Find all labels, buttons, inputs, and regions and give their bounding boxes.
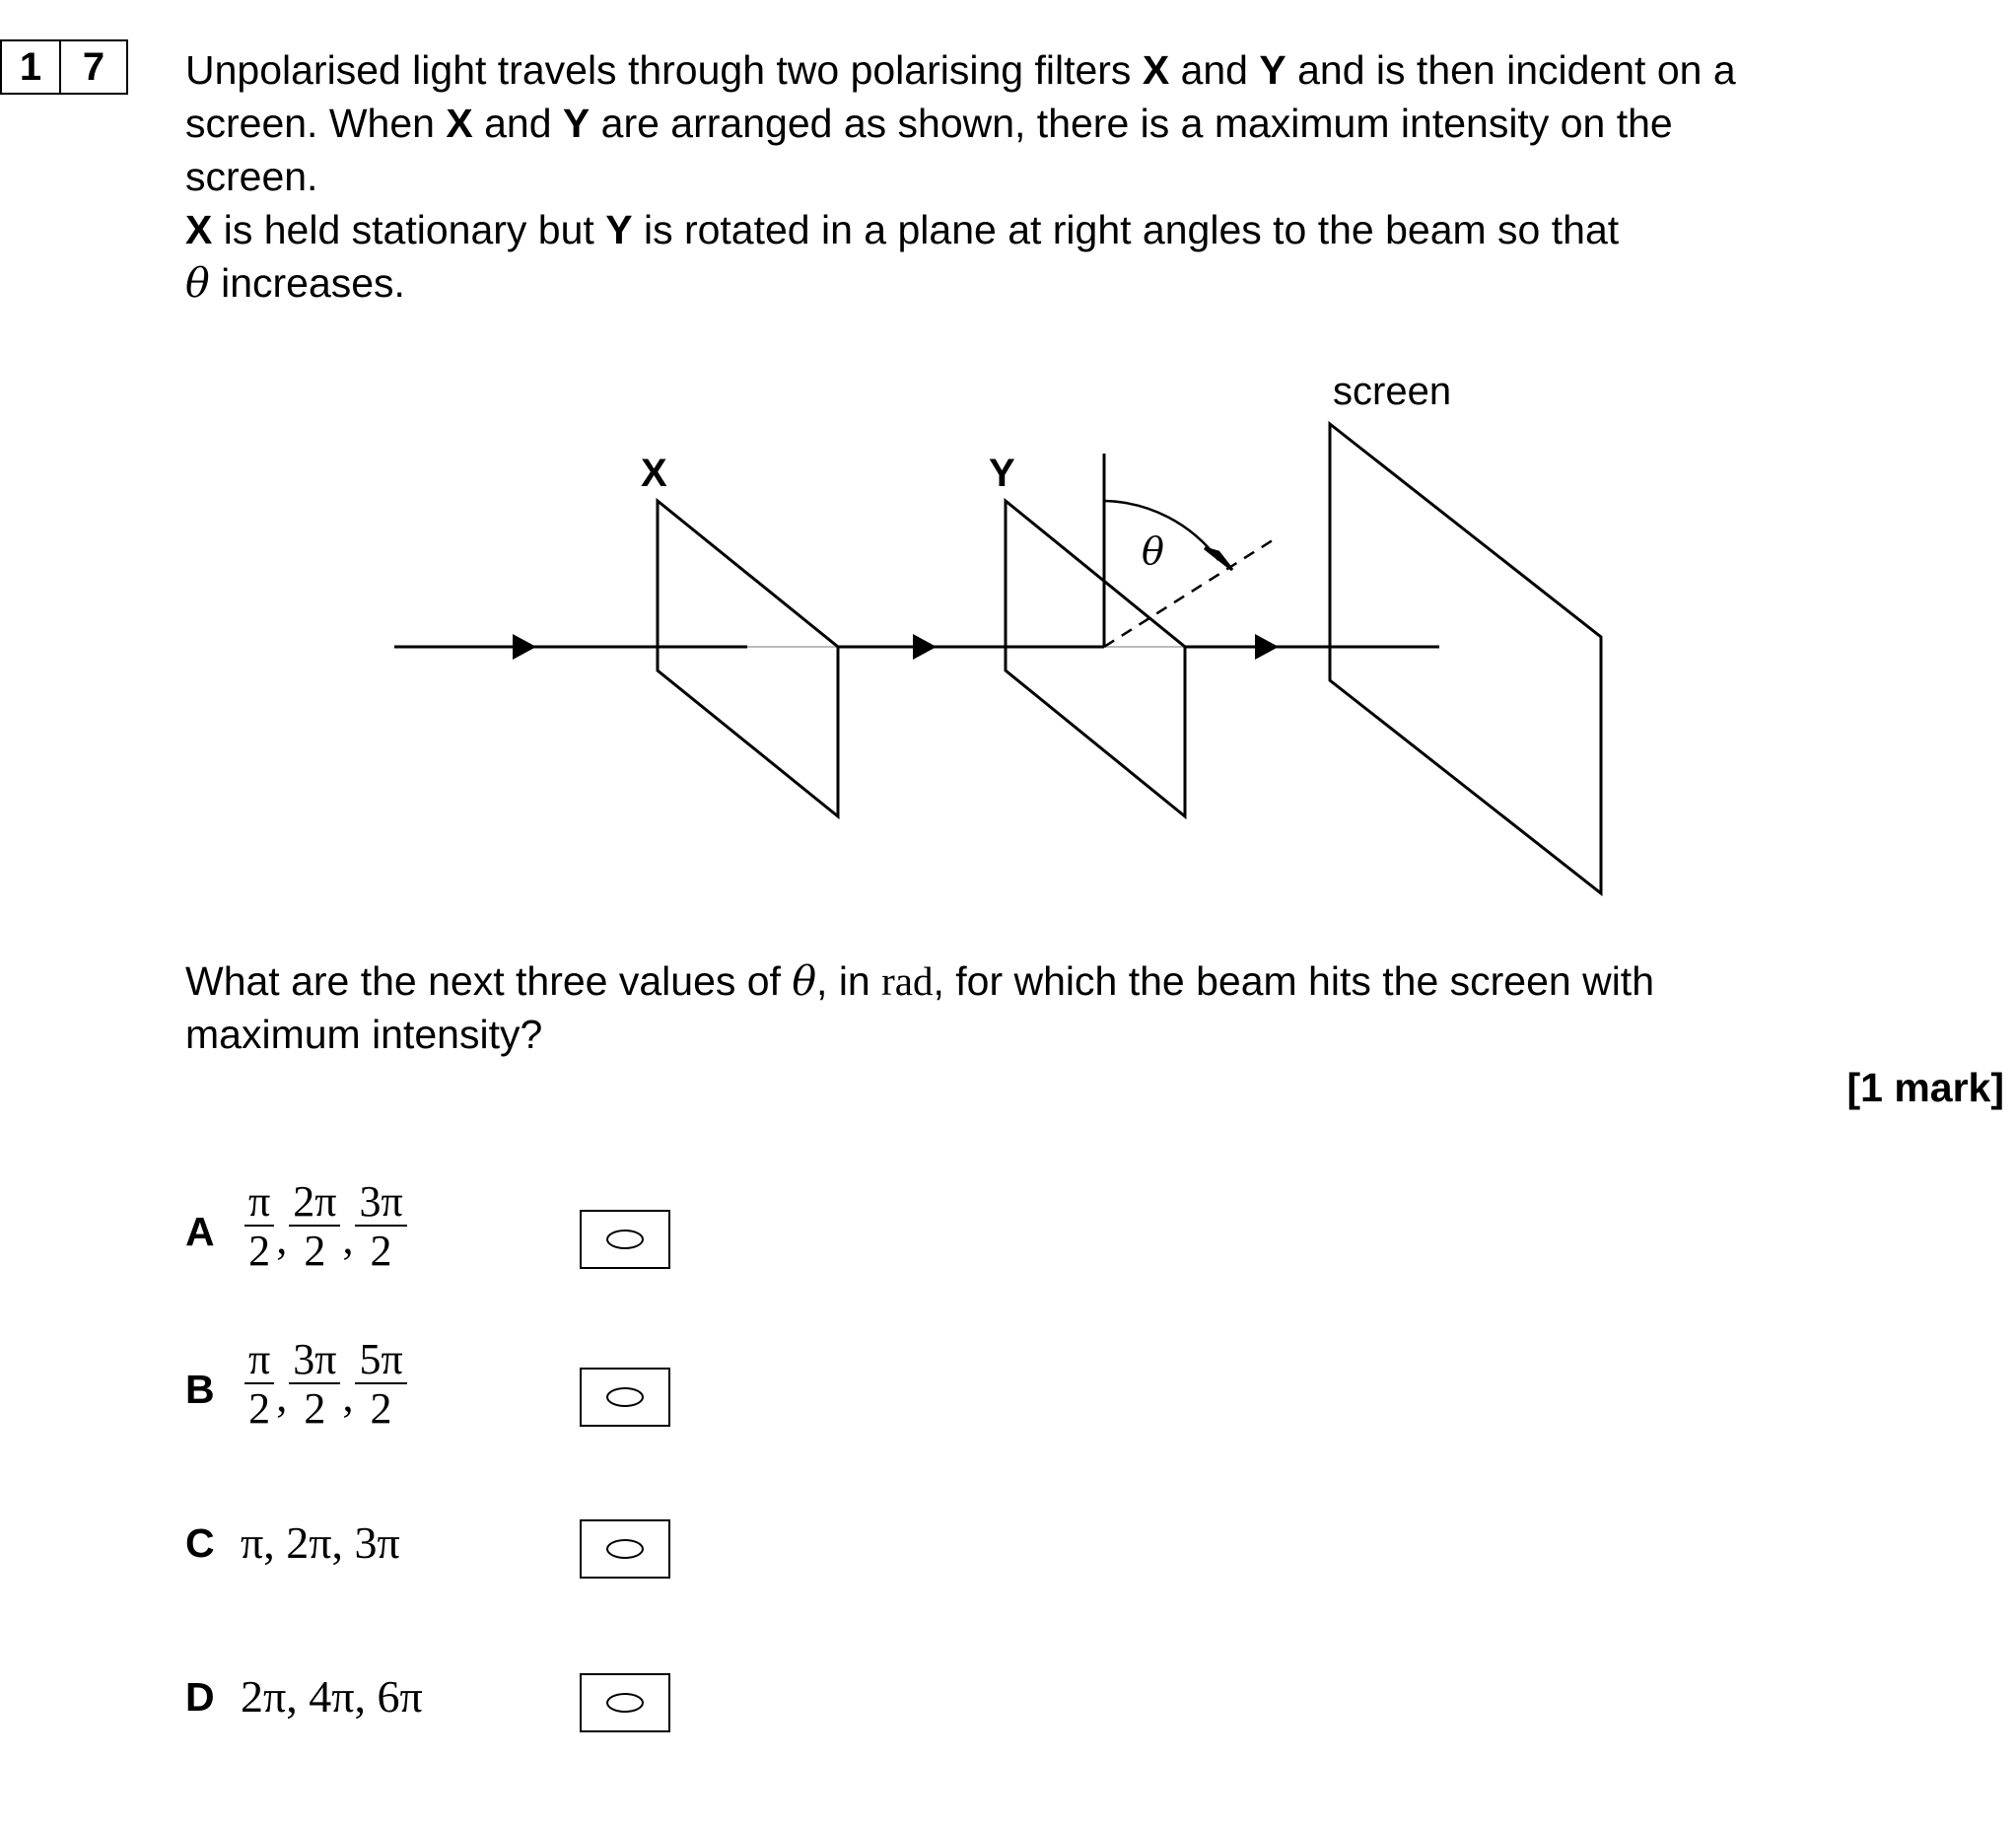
fraction-denominator: 2: [370, 1384, 392, 1433]
intro-text: θ: [185, 259, 210, 307]
fraction-numerator: 5π: [355, 1337, 406, 1384]
prompt-line-1: [185, 954, 1861, 1008]
prompt-text: θ: [792, 957, 817, 1005]
prompt-text: maximum intensity?: [185, 1012, 543, 1057]
fraction-numerator: 3π: [289, 1337, 340, 1384]
prompt-text: What are the next three values of: [185, 958, 793, 1004]
intro-text: X: [1142, 47, 1170, 93]
intro-text: Unpolarised light travels through two polarising filters: [185, 47, 1143, 93]
fraction-separator: ,: [342, 1372, 354, 1421]
fraction: [244, 1337, 274, 1434]
beam-arrow-3: [1255, 634, 1279, 660]
answer-oval[interactable]: [606, 1387, 644, 1407]
fraction-separator: ,: [276, 1214, 288, 1263]
option-c-value: π, 2π, 3π: [241, 1517, 400, 1568]
option-b-letter: B: [185, 1367, 215, 1412]
option-b-answer-box[interactable]: [580, 1368, 670, 1427]
intro-text: screen.: [185, 154, 318, 199]
polarisation-axis-dashed: [1104, 538, 1276, 647]
beam-arrow-1: [513, 634, 536, 660]
option-a-value: [244, 1179, 407, 1276]
fraction-denominator: 2: [248, 1227, 271, 1275]
intro-text: increases.: [209, 260, 405, 306]
answer-oval[interactable]: [606, 1539, 644, 1559]
label-screen: screen: [1333, 370, 1452, 413]
fraction: [355, 1179, 406, 1276]
theta-arc-arrowhead: [1205, 548, 1232, 570]
option-c-answer-box[interactable]: [580, 1519, 670, 1579]
fraction-denominator: 2: [304, 1227, 326, 1275]
question-prompt: [185, 954, 1861, 1061]
fraction-denominator: 2: [370, 1227, 392, 1275]
option-c-letter: C: [185, 1520, 215, 1566]
fraction-numerator: 2π: [289, 1179, 340, 1227]
fraction-numerator: π: [244, 1337, 274, 1384]
intro-text: is held stationary but: [212, 207, 606, 252]
label-theta: θ: [1142, 529, 1164, 573]
option-b-value: [244, 1337, 407, 1434]
intro-text: X: [446, 101, 473, 146]
intro-text: Y: [1259, 47, 1286, 93]
intro-text: and: [1169, 47, 1260, 93]
intro-text: and is then incident on a: [1286, 47, 1736, 93]
fraction: [289, 1337, 340, 1434]
beam-arrow-2: [913, 634, 937, 660]
intro-text: is rotated in a plane at right angles to the beam so that: [632, 207, 1620, 252]
fraction-denominator: 2: [248, 1384, 271, 1433]
screen-plane: [1330, 424, 1601, 893]
fraction-numerator: 3π: [355, 1179, 406, 1227]
option-a-answer-box[interactable]: [580, 1210, 670, 1269]
intro-text: X: [185, 207, 213, 252]
option-d-answer-box[interactable]: [580, 1673, 670, 1732]
option-d-letter: D: [185, 1674, 215, 1720]
filter-x: [658, 501, 838, 816]
question-number-digit-1: 1: [0, 39, 61, 95]
fraction: [355, 1337, 406, 1434]
intro-text: Y: [562, 101, 591, 146]
intro-text: screen. When: [185, 101, 447, 146]
marks-label: [1 mark]: [1846, 1065, 2004, 1110]
fraction-separator: ,: [276, 1372, 288, 1421]
prompt-text: , in: [816, 958, 882, 1004]
prompt-text: rad: [881, 958, 934, 1004]
intro-text: Y: [605, 207, 633, 252]
answer-oval[interactable]: [606, 1230, 644, 1249]
intro-text: and: [472, 101, 563, 146]
intro-text: are arranged as shown, there is a maximum intensity on the: [590, 101, 1673, 146]
fraction-numerator: π: [244, 1179, 274, 1227]
fraction-denominator: 2: [304, 1384, 326, 1433]
question-number-digit-2: 7: [61, 39, 128, 95]
prompt-text: , for which the beam hits the screen with: [933, 958, 1654, 1004]
option-d-value: 2π, 4π, 6π: [241, 1671, 423, 1722]
prompt-line-2: [185, 1008, 1861, 1061]
label-filter-x: X: [641, 452, 667, 495]
fraction: [289, 1179, 340, 1276]
option-a-letter: A: [185, 1209, 215, 1254]
label-filter-y: Y: [989, 452, 1015, 495]
fraction-separator: ,: [342, 1214, 354, 1263]
fraction: [244, 1179, 274, 1276]
answer-oval[interactable]: [606, 1693, 644, 1713]
